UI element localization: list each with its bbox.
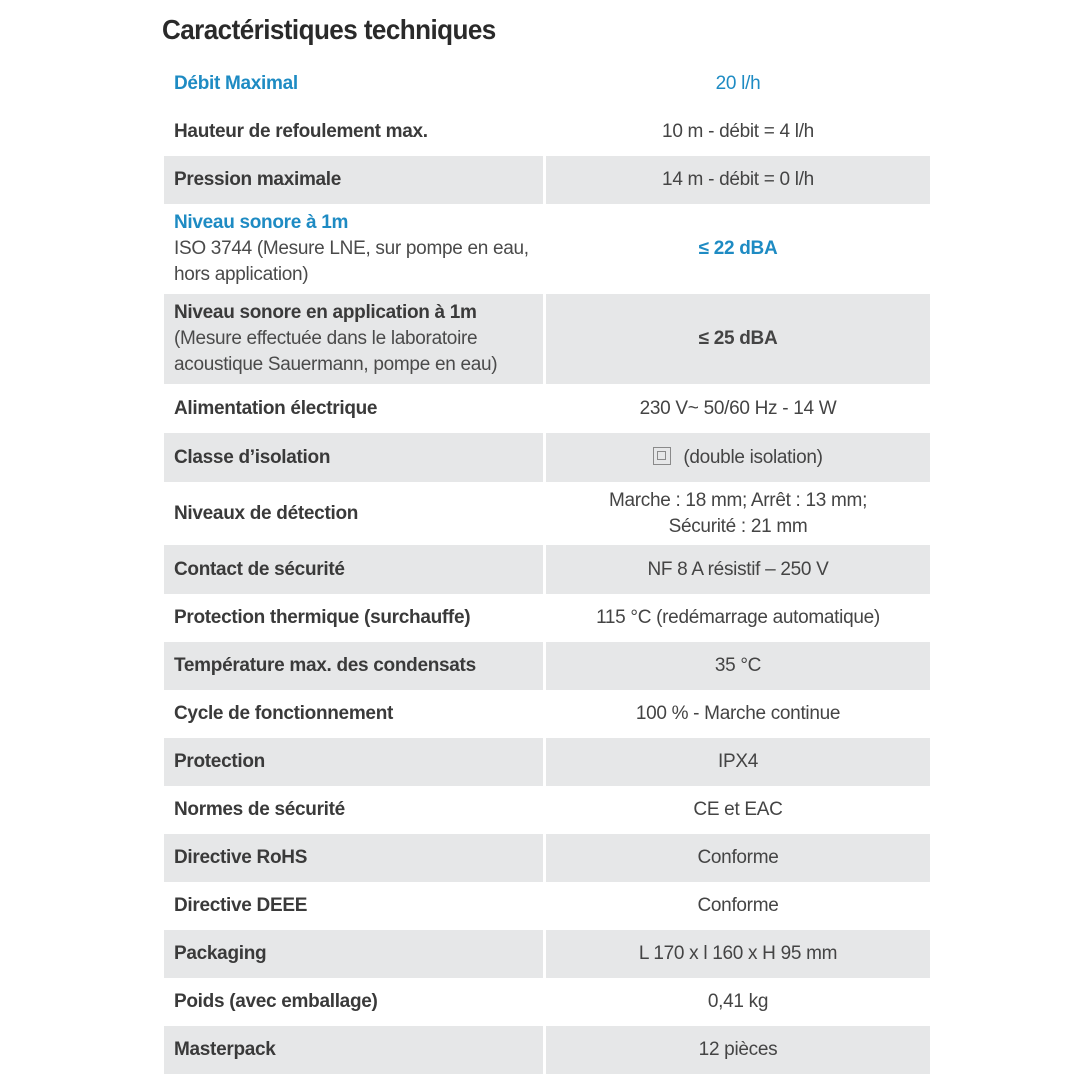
row-value-line2: Sécurité : 21 mm <box>668 515 808 537</box>
row-label: Niveaux de détection <box>174 502 359 524</box>
row-value: Conforme <box>697 895 779 916</box>
row-label: Pression maximale <box>164 156 543 204</box>
row-value: 35 °C <box>546 642 930 690</box>
row-label: Protection <box>164 738 543 786</box>
row-label: Cycle de fonctionnement <box>174 703 394 724</box>
row-label-note-line2: acoustique Sauermann, pompe en eau) <box>174 354 498 375</box>
row-value: Conforme <box>546 834 930 882</box>
row-value: 115 °C (redémarrage automatique) <box>596 607 880 628</box>
row-label: Masterpack <box>164 1026 543 1074</box>
row-value: NF 8 A résistif – 250 V <box>546 545 930 594</box>
row-label-note-line1: ISO 3744 (Mesure LNE, sur pompe en eau, <box>174 238 529 259</box>
table-row <box>164 690 930 738</box>
table-row <box>164 930 930 978</box>
table-row <box>164 384 930 433</box>
table-row <box>164 786 930 834</box>
row-label: Protection thermique (surchauffe) <box>174 607 471 628</box>
row-label: Packaging <box>164 930 543 978</box>
row-label: Classe d’isolation <box>164 433 543 482</box>
table-row <box>164 294 930 384</box>
row-label: Hauteur de refoulement max. <box>174 121 428 142</box>
table-row <box>164 834 930 882</box>
row-label: Contact de sécurité <box>164 545 543 594</box>
row-value: 20 l/h <box>715 73 761 94</box>
row-value: 14 m - débit = 0 l/h <box>546 156 930 204</box>
table-row <box>164 545 930 594</box>
row-value: L 170 x l 160 x H 95 mm <box>546 930 930 978</box>
row-value <box>546 433 930 482</box>
table-row <box>164 204 930 294</box>
row-label <box>164 204 543 294</box>
double-insulation-icon <box>653 447 671 465</box>
row-value-line1: Marche : 18 mm; Arrêt : 13 mm; <box>608 489 868 511</box>
table-row <box>164 1026 930 1074</box>
row-value: 230 V~ 50/60 Hz - 14 W <box>639 397 837 419</box>
table-row <box>164 978 930 1026</box>
row-value: 100 % - Marche continue <box>635 703 841 724</box>
row-label: Alimentation électrique <box>174 397 378 419</box>
spec-table <box>164 60 930 1074</box>
row-label: Normes de sécurité <box>174 799 345 820</box>
row-label: Directive RoHS <box>164 834 543 882</box>
row-value: 0,41 kg <box>707 991 769 1012</box>
row-label: Poids (avec emballage) <box>174 991 378 1012</box>
row-label-note-line1: (Mesure effectuée dans le laboratoire <box>174 328 478 349</box>
table-row <box>164 156 930 204</box>
row-value: 10 m - débit = 4 l/h <box>662 121 814 142</box>
table-row <box>164 738 930 786</box>
row-value: IPX4 <box>546 738 930 786</box>
row-label-title: Niveau sonore à 1m <box>174 212 349 233</box>
row-label-title: Niveau sonore en application à 1m <box>174 302 477 323</box>
table-row <box>164 108 930 156</box>
table-row <box>164 594 930 642</box>
row-value: ≤ 22 dBA <box>698 238 778 259</box>
table-row <box>164 60 930 108</box>
table-row <box>164 882 930 930</box>
row-label: Directive DEEE <box>174 895 308 916</box>
row-label: Débit Maximal <box>174 73 298 94</box>
row-value-text: (double isolation) <box>683 446 823 468</box>
page-title: Caractéristiques techniques <box>162 14 496 45</box>
row-value: 12 pièces <box>546 1026 930 1074</box>
row-label-note-line2: hors application) <box>174 264 309 285</box>
row-label: Température max. des condensats <box>164 642 543 690</box>
row-value <box>546 482 930 545</box>
row-label <box>164 294 543 384</box>
table-row <box>164 642 930 690</box>
row-value: CE et EAC <box>693 799 783 820</box>
table-row <box>164 482 930 545</box>
table-row <box>164 433 930 482</box>
row-value: ≤ 25 dBA <box>546 294 930 384</box>
